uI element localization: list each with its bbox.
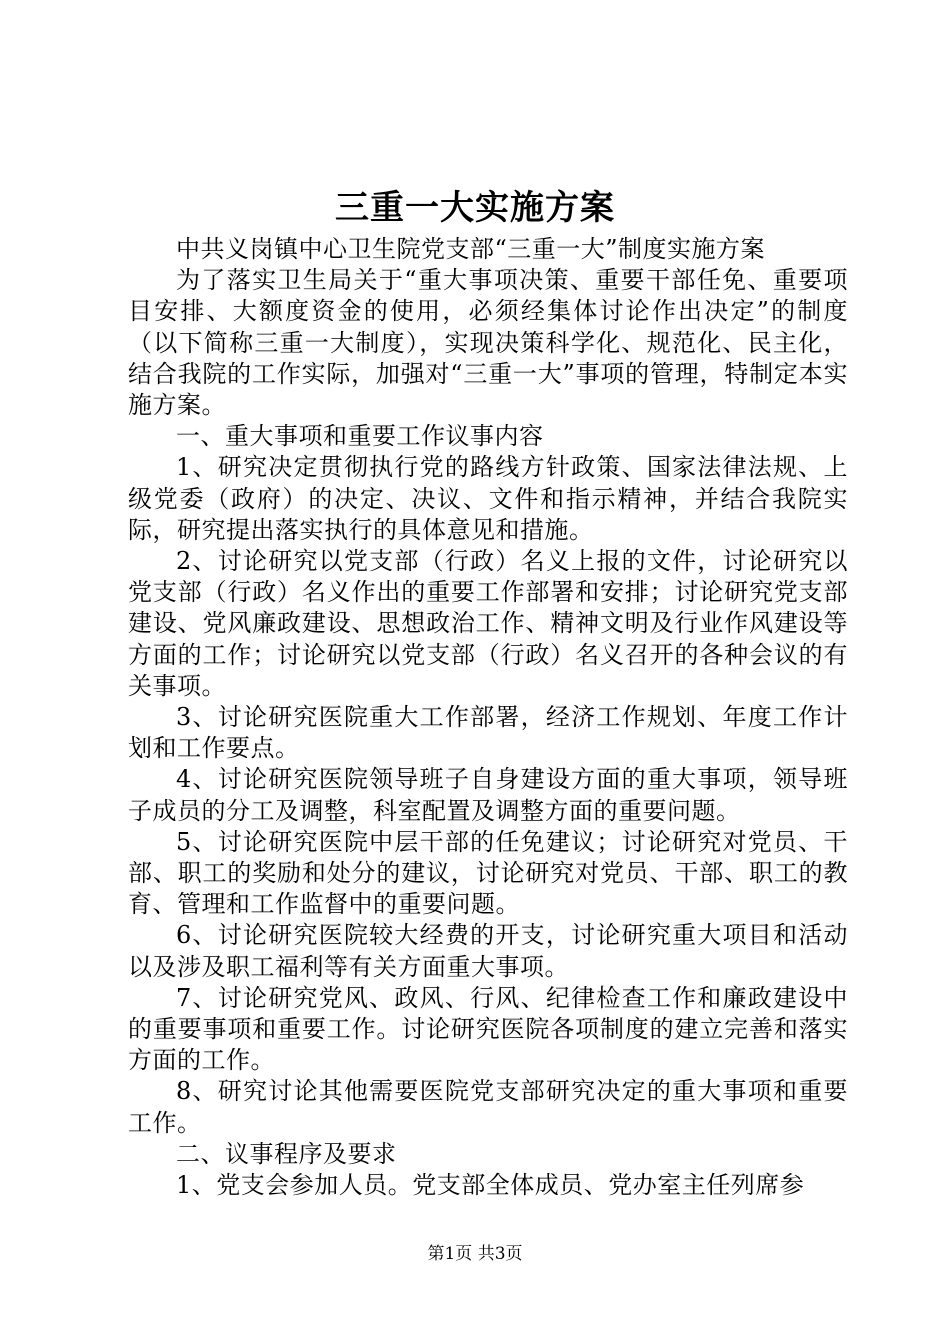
list-item-8: 8、研究讨论其他需要医院党支部研究决定的重大事项和重要工作。	[128, 1077, 848, 1137]
section-2-item-1: 1、党支会参加人员。党支部全体成员、党办室主任列席参	[176, 1171, 805, 1200]
page-footer: 第1页 共3页	[427, 1244, 523, 1264]
list-item-1: 1、研究决定贯彻执行党的路线方针政策、国家法律法规、上级党委（政府）的决定、决议、文件和指示精神，并结合我院实际，研究提出落实执行的具体意见和措施。	[128, 453, 848, 544]
section-heading-1: 一、重大事项和重要工作议事内容	[176, 422, 544, 451]
intro-paragraph: 为了落实卫生局关于“重大事项决策、重要干部任免、重要项目安排、大额度资金的使用，必须经集体讨论作出决定”的制度（以下简称三重一大制度），实现决策科学化、规范化、民主化，结合我院的工作实际，加强对“三重一大”事项的管理，特制定本实施方案。	[128, 266, 848, 420]
document-subtitle: 中共义岗镇中心卫生院党支部“三重一大”制度实施方案	[176, 235, 766, 263]
list-item-5: 5、讨论研究医院中层干部的任免建议；讨论研究对党员、干部、职工的奖励和处分的建议，讨论研究对党员、干部、职工的教育、管理和工作监督中的重要问题。	[128, 827, 848, 919]
list-item-2: 2、讨论研究以党支部（行政）名义上报的文件，讨论研究以党支部（行政）名义作出的重要工作部署和安排；讨论研究党支部建设、党风廉政建设、思想政治工作、精神文明及行业作风建设等方面的工作；讨论研究以党支部（行政）名义召开的各种会议的有关事项。	[128, 547, 848, 700]
list-item-7: 7、讨论研究党风、政风、行风、纪律检查工作和廉政建设中的重要事项和重要工作。讨论研究医院各项制度的建立完善和落实方面的工作。	[128, 983, 848, 1075]
list-item-3: 3、讨论研究医院重大工作部署，经济工作规划、年度工作计划和工作要点。	[128, 703, 848, 763]
section-heading-2: 二、议事程序及要求	[176, 1139, 397, 1168]
document-body	[128, 234, 848, 1201]
list-item-4: 4、讨论研究医院领导班子自身建设方面的重大事项，领导班子成员的分工及调整，科室配置及调整方面的重要问题。	[128, 765, 848, 825]
document-title: 三重一大实施方案	[335, 188, 615, 228]
list-item-6: 6、讨论研究医院较大经费的开支，讨论研究重大项目和活动以及涉及职工福利等有关方面重大事项。	[128, 921, 848, 981]
